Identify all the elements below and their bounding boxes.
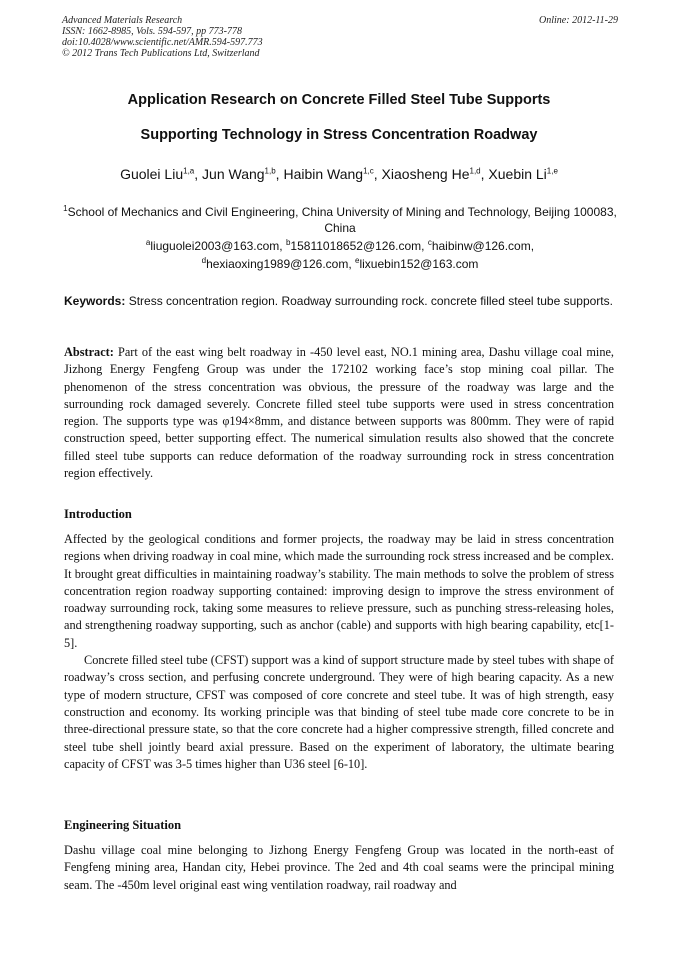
author-name: Xuebin Li [488, 166, 547, 182]
author-sup: 1,c [363, 166, 374, 176]
section-heading-engineering: Engineering Situation [64, 818, 182, 832]
keywords-label: Keywords: [64, 294, 126, 308]
paragraph: Dashu village coal mine belonging to Jizhong Energy Fengfeng Group was located in the north-east of Fengfeng mining area, Handan city, Hebei province. The 2ed and 4th coal seams were the principal mining seam. The -450m level original east wing ventilation roadway, rail roadway and [64, 843, 614, 892]
abstract [64, 344, 614, 482]
affiliation-sup: 1 [63, 204, 68, 213]
affiliation-text: School of Mechanics and Civil Engineering, China University of Mining and Technology, Beijing 100083, China [67, 205, 617, 235]
email-sup: b [285, 238, 291, 247]
affiliation [62, 204, 618, 236]
author-name: Haibin Wang [283, 166, 364, 182]
author-sup: 1,a [183, 166, 195, 176]
author-sup: 1,e [546, 166, 558, 176]
author-list: Guolei Liu$^{1,a}$, Jun Wang$^{1,b}$, Haibin Wang$^{1,c}$, Xiaosheng He$^{1,d}$, Xuebin Li$^{1,e}$ [120, 166, 558, 182]
journal-header [62, 15, 618, 59]
paper-title-line-1: Application Research on Concrete Filled Steel Tube Supports [127, 92, 551, 108]
online-date: Online: 2012-11-29 [539, 15, 618, 26]
paragraph: Concrete filled steel tube (CFST) support was a kind of support structure made by steel tubes with shape of roadway’s cross section, and perfusing concrete underground. They were of high bearing capacity. As a new type of modern structure, CFST was composed of core concrete and steel tube. It was of high strength, easy construction and economy. Its working principle was that binding of steel tube made core concrete to be in three-directional pressure state, so that the core concrete had a higher compressive strength, filled concrete and steel tube shell jointly beard axial pressure. Based on the experiment of laboratory, the ultimate bearing capacity of CFST was 3-5 times higher than U36 steel [6-10]. [64, 653, 614, 771]
section-heading-introduction: Introduction [64, 507, 132, 521]
journal-doi: doi:10.4028/www.scientific.net/AMR.594-597.773 [62, 37, 263, 48]
journal-name: Advanced Materials Research [62, 15, 183, 26]
abstract-text: Part of the east wing belt roadway in -450 level east, NO.1 mining area, Dashu village coal mine, Jizhong Energy Fengfeng Group was under the 172102 working face’s stop mining coal pillar. The phenomenon of the stress concentration was obvious, the pressure of the roadway was large and the surrounding rock damaged severely. Concrete filled steel tube supports were used in stress concentration region. The supports type was φ194×8mm, and distance between supports was 800mm. They were of rapid construction speed, better supporting effect. The numerical simulation results also showed that the concrete filled steel tube supports can reduce deformation of the roadway surrounding rock in stress concentration region effectively. [64, 345, 615, 481]
author-name: Xiaosheng He [381, 166, 470, 182]
author-sup: 1,b [264, 166, 276, 176]
email-link[interactable]: 15811018652@126.com [290, 239, 422, 253]
email-sup: d [201, 256, 207, 265]
author-sup: 1,d [469, 166, 481, 176]
keywords-text: Stress concentration region. Roadway surrounding rock. concrete filled steel tube supports. [128, 294, 613, 308]
author-name: Jun Wang [202, 166, 265, 182]
journal-copyright: © 2012 Trans Tech Publications Ltd, Switzerland [62, 48, 260, 59]
email-line-2: $^d$hexiaoxing1989@126.com, $^e$lixuebin152@163.com [201, 256, 479, 271]
author-name: Guolei Liu [120, 166, 184, 182]
email-sup: e [355, 256, 360, 265]
email-link[interactable]: hexiaoxing1989@126.com [206, 257, 349, 271]
paragraph: Affected by the geological conditions and former projects, the roadway may be laid in stress concentration regions when driving roadway in coal mine, which made the surrounding rock stress increased and be complex. It brought great difficulties in maintaining roadway’s stability. The main methods to solve the problem of stress concentration region roadway supporting contained: improving design to improve the stress environment of roadway surrounding rock, taking some measures to relieve pressure, such as punching stress-releasing holes, and strengthening roadway supporting, such as anchor (cable) and supports with high bearing capability, etc[1-5]. [64, 532, 614, 650]
email-link[interactable]: liuguolei2003@163.com [150, 239, 280, 253]
journal-issn: ISSN: 1662-8985, Vols. 594-597, pp 773-778 [62, 26, 242, 37]
email-sup: c [427, 238, 432, 247]
email-line-1: $^a$liuguolei2003@163.com, $^b$15811018652@126.com, $^c$haibinw@126.com, [145, 238, 535, 253]
keywords [64, 293, 614, 310]
email-sup: a [145, 238, 151, 247]
email-link[interactable]: lixuebin152@163.com [359, 257, 479, 271]
email-link[interactable]: haibinw@126.com [431, 239, 531, 253]
abstract-label: Abstract: [64, 345, 114, 359]
introduction-body [64, 531, 614, 773]
engineering-body [64, 842, 614, 894]
paper-title-line-2: Supporting Technology in Stress Concentration Roadway [140, 127, 538, 143]
